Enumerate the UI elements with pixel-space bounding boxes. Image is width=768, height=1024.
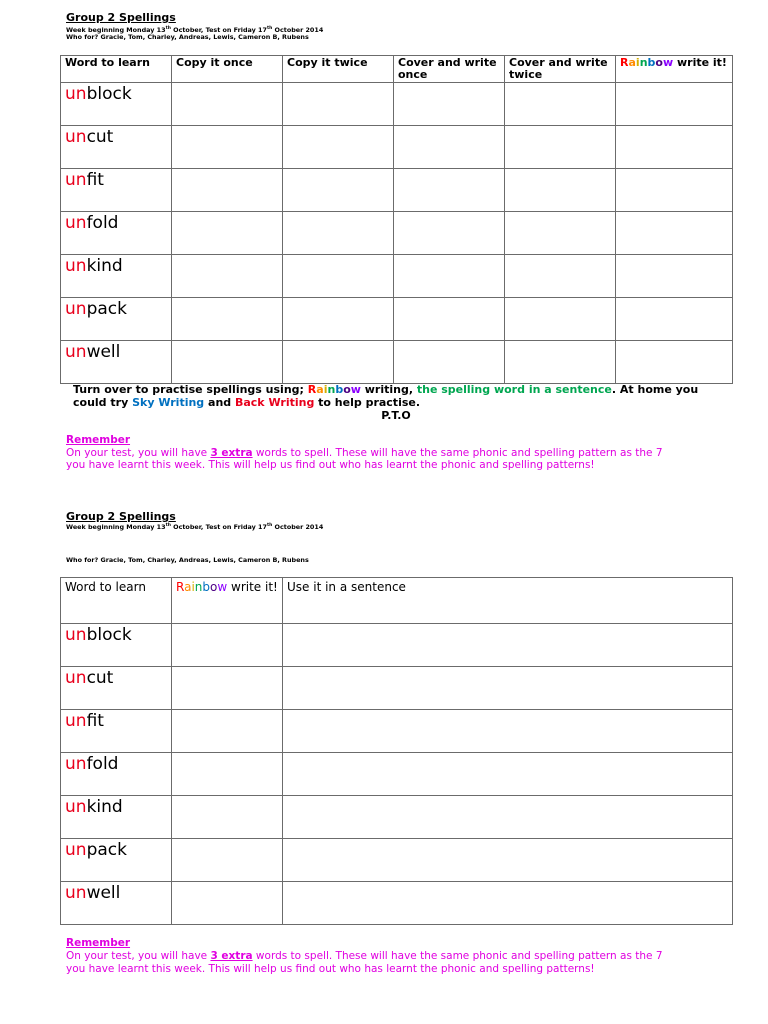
table-row	[61, 255, 733, 298]
word-cell: unkind	[61, 255, 172, 298]
table-row	[61, 882, 733, 925]
write-cell[interactable]	[505, 298, 616, 341]
remember-text-1b: On your test, you will have 3 extra words to spell. These will have the same phonic and spelling pattern as the 7	[66, 950, 663, 962]
write-cell[interactable]	[172, 126, 283, 169]
write-cell[interactable]	[283, 83, 394, 126]
table-row	[61, 341, 733, 384]
write-cell[interactable]	[616, 255, 733, 298]
write-cell[interactable]	[172, 710, 283, 753]
write-cell[interactable]	[505, 341, 616, 384]
header-cover-once: Cover and write once	[394, 56, 505, 83]
table-row	[61, 169, 733, 212]
who-for-2: Who for? Gracie, Tom, Charley, Andreas, Lewis, Cameron B, Rubens	[66, 556, 309, 564]
sentence-cell[interactable]	[283, 882, 733, 925]
remember-text-2b: you have learnt this week. This will help us find out who has learnt the phonic and spelling patterns!	[66, 963, 595, 975]
write-cell[interactable]	[172, 255, 283, 298]
write-cell[interactable]	[172, 667, 283, 710]
write-cell[interactable]	[172, 796, 283, 839]
page-title: Group 2 Spellings	[66, 11, 176, 24]
page-title-2: Group 2 Spellings	[66, 510, 176, 523]
header-copy-twice: Copy it twice	[283, 56, 394, 83]
table-row	[61, 710, 733, 753]
remember-label: Remember	[66, 434, 131, 446]
header-rainbow: Rainbow write it!	[172, 578, 283, 624]
week-info-2: Week beginning Monday 13th October, Test on Friday 17th October 2014	[66, 523, 324, 532]
write-cell[interactable]	[172, 753, 283, 796]
word-cell: unwell	[61, 341, 172, 384]
word-cell: unfit	[61, 169, 172, 212]
write-cell[interactable]	[283, 341, 394, 384]
write-cell[interactable]	[394, 341, 505, 384]
header-word: Word to learn	[61, 578, 172, 624]
sentence-cell[interactable]	[283, 839, 733, 882]
write-cell[interactable]	[616, 126, 733, 169]
header-sentence: Use it in a sentence	[283, 578, 733, 624]
word-cell: unblock	[61, 624, 172, 667]
practise-line-2: could try Sky Writing and Back Writing to help practise.	[73, 396, 421, 409]
write-cell[interactable]	[283, 169, 394, 212]
write-cell[interactable]	[283, 298, 394, 341]
write-cell[interactable]	[616, 169, 733, 212]
write-cell[interactable]	[505, 212, 616, 255]
word-cell: unfold	[61, 212, 172, 255]
word-cell: unblock	[61, 83, 172, 126]
write-cell[interactable]	[172, 83, 283, 126]
write-cell[interactable]	[394, 298, 505, 341]
write-cell[interactable]	[172, 341, 283, 384]
write-cell[interactable]	[616, 212, 733, 255]
header-copy-once: Copy it once	[172, 56, 283, 83]
sentence-cell[interactable]	[283, 710, 733, 753]
write-cell[interactable]	[394, 169, 505, 212]
table-row	[61, 126, 733, 169]
table-row	[61, 83, 733, 126]
write-cell[interactable]	[394, 212, 505, 255]
write-cell[interactable]	[505, 126, 616, 169]
word-cell: unfold	[61, 753, 172, 796]
sentence-cell[interactable]	[283, 667, 733, 710]
write-cell[interactable]	[283, 126, 394, 169]
word-cell: unwell	[61, 882, 172, 925]
write-cell[interactable]	[394, 83, 505, 126]
word-cell: uncut	[61, 126, 172, 169]
table-row	[61, 796, 733, 839]
table-row	[61, 212, 733, 255]
write-cell[interactable]	[172, 169, 283, 212]
practise-line-1: Turn over to practise spellings using; Rainbow writing, the spelling word in a sentence. At home you	[73, 383, 699, 396]
word-cell: unkind	[61, 796, 172, 839]
spelling-table-1	[60, 55, 733, 384]
write-cell[interactable]	[283, 255, 394, 298]
write-cell[interactable]	[283, 212, 394, 255]
sentence-cell[interactable]	[283, 796, 733, 839]
table-header-row	[61, 56, 733, 83]
word-cell: unpack	[61, 839, 172, 882]
word-cell: unpack	[61, 298, 172, 341]
write-cell[interactable]	[172, 298, 283, 341]
write-cell[interactable]	[616, 298, 733, 341]
sentence-cell[interactable]	[283, 624, 733, 667]
header-cover-twice: Cover and write twice	[505, 56, 616, 83]
table-row	[61, 624, 733, 667]
week-info: Week beginning Monday 13th October, Test on Friday 17th October 2014	[66, 26, 324, 35]
sentence-cell[interactable]	[283, 753, 733, 796]
table-header-row	[61, 578, 733, 624]
write-cell[interactable]	[394, 126, 505, 169]
write-cell[interactable]	[172, 839, 283, 882]
table-row	[61, 839, 733, 882]
header-word: Word to learn	[61, 56, 172, 83]
remember-label-2: Remember	[66, 937, 131, 949]
word-cell: uncut	[61, 667, 172, 710]
write-cell[interactable]	[172, 624, 283, 667]
table-row	[61, 753, 733, 796]
write-cell[interactable]	[616, 341, 733, 384]
write-cell[interactable]	[172, 212, 283, 255]
word-cell: unfit	[61, 710, 172, 753]
who-for: Who for? Gracie, Tom, Charley, Andreas, Lewis, Cameron B, Rubens	[66, 33, 309, 41]
write-cell[interactable]	[172, 882, 283, 925]
table-row	[61, 667, 733, 710]
spelling-table-2	[60, 577, 733, 925]
write-cell[interactable]	[505, 255, 616, 298]
write-cell[interactable]	[394, 255, 505, 298]
header-rainbow: Rainbow write it!	[616, 56, 733, 83]
write-cell[interactable]	[505, 83, 616, 126]
table-row	[61, 298, 733, 341]
remember-text-1: On your test, you will have 3 extra words to spell. These will have the same phonic and spelling pattern as the 7	[66, 447, 663, 459]
write-cell[interactable]	[616, 83, 733, 126]
remember-text-2: you have learnt this week. This will help us find out who has learnt the phonic and spelling patterns!	[66, 459, 595, 471]
write-cell[interactable]	[505, 169, 616, 212]
pto-label: P.T.O	[381, 409, 411, 422]
